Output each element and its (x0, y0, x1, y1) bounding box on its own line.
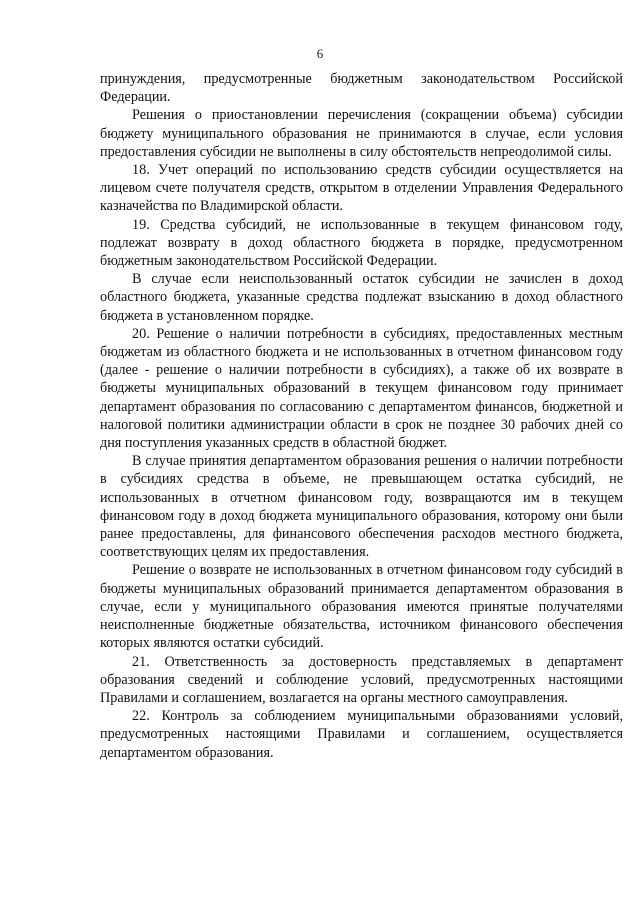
paragraph-18-accounting: 18. Учет операций по использованию средств субсидии осуществляется на лицевом счете получателя средств, открытом в отделении Управления Федерального казначейства по Владимирской области. (100, 162, 623, 215)
paragraph-return-decision: Решение о возврате не использованных в отчетном финансовом году субсидий в бюджеты муниципальных образований принимается департаментом образования в случае, если у муниципального образования имеются принятые получателями неисполненные бюджетные обязательства, источником финансового обеспечения которых являются остатки субсидий. (100, 562, 623, 652)
paragraph-continuation: принуждения, предусмотренные бюджетным законодательством Российской Федерации. (100, 71, 623, 106)
paragraph-22-control: 22. Контроль за соблюдением муниципальными образованиями условий, предусмотренных настоящими Правилами и соглашением, осуществляется департаментом образования. (100, 708, 623, 761)
paragraph-21-responsibility: 21. Ответственность за достоверность представляемых в департамент образования сведений и соблюдение условий, предусмотренных настоящими Правилами и соглашением, возлагается на органы местного самоуправления. (100, 653, 623, 706)
document-body (100, 70, 623, 762)
paragraph-need-decision-return: В случае принятия департаментом образования решения о наличии потребности в субсидиях средства в объеме, не превышающем остатка субсидий, не использованных в отчетном финансовом году, возвращаются им в текущем финансовом году в доход бюджета муниципального образования, которому они были ранее предоставлены, для финансового обеспечения расходов местного бюджета, соответствующих целям их предоставления. (100, 453, 623, 561)
paragraph-suspension-decision: Решения о приостановлении перечисления (сокращении объема) субсидии бюджету муниципального образования не принимаются в случае, если условия предоставления субсидии не выполнены в силу обстоятельств непреодолимой силы. (100, 107, 623, 160)
paragraph-19-refund: 19. Средства субсидий, не использованные в текущем финансовом году, подлежат возврату в доход областного бюджета в порядке, предусмотренном бюджетным законодательством Российской Федерации. (100, 216, 623, 270)
paragraph-unrefunded-balance: В случае если неиспользованный остаток субсидии не зачислен в доход областного бюджета, указанные средства подлежат взысканию в доход областного бюджета в установленном порядке. (100, 271, 623, 324)
paragraph-20-need-decision: 20. Решение о наличии потребности в субсидиях, предоставленных местным бюджетам из областного бюджета и не использованных в отчетном финансовом году (далее - решение о наличии потребности в субсидиях), а также об их возврате в бюджеты муниципальных образований в текущем финансовом году принимает департамент образования по согласованию с департаментом финансов, бюджетной и налоговой политики администрации области в срок не позднее 30 рабочих дней со дня поступления указанных средств в областной бюджет. (100, 325, 623, 452)
page-number: 6 (316, 46, 324, 61)
